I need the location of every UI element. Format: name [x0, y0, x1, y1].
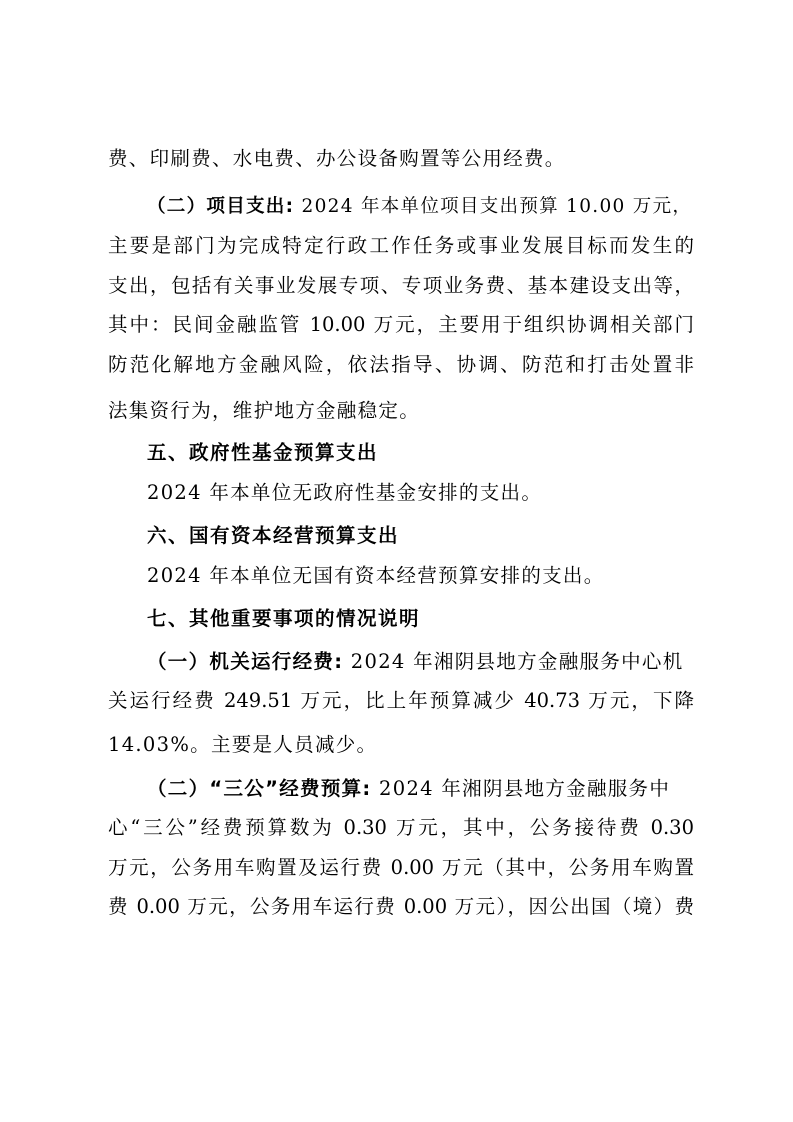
paragraph-line: 关运行经费 249.51 万元，比上年预算减少 40.73 万元，下降 — [108, 689, 694, 712]
paragraph-line — [147, 647, 694, 677]
paragraph-line — [147, 192, 694, 222]
paragraph-text: 2024 年湘阴县地方金融服务中心机 — [343, 650, 684, 673]
section-heading: 六、国有资本经营预算支出 — [147, 524, 400, 547]
paragraph-line: 费 0.00 万元，公务用车运行费 0.00 万元），因公出国（境）费 — [108, 895, 694, 918]
item-label: （二）项目支出: — [147, 196, 295, 217]
paragraph-line: 2024 年本单位无政府性基金安排的支出。 — [147, 481, 543, 504]
paragraph-line: 14.03%。主要是人员减少。 — [108, 733, 378, 756]
paragraph-line: 万元，公务用车购置及运行费 0.00 万元（其中，公务用车购置 — [108, 856, 694, 879]
paragraph-line: 心“三公”经费预算数为 0.30 万元，其中，公务接待费 0.30 — [108, 816, 694, 839]
item-label: （二）“三公”经费预算: — [147, 777, 372, 800]
paragraph-line: 主要是部门为完成特定行政工作任务或事业发展目标而发生的 — [108, 234, 694, 257]
paragraph-line: 2024 年本单位无国有资本经营预算安排的支出。 — [147, 564, 605, 587]
section-heading: 七、其他重要事项的情况说明 — [147, 607, 421, 630]
item-label: （一）机关运行经费: — [147, 650, 344, 673]
paragraph-line: 费、印刷费、水电费、办公设备购置等公用经费。 — [108, 147, 566, 170]
paragraph-line — [147, 774, 694, 804]
paragraph-line: 支出，包括有关事业发展专项、专项业务费、基本建设支出等， — [108, 274, 694, 297]
paragraph-line: 防范化解地方金融风险，依法指导、协调、防范和打击处置非 — [108, 353, 694, 376]
section-heading: 五、政府性基金预算支出 — [147, 441, 379, 464]
paragraph-line: 法集资行为，维护地方金融稳定。 — [108, 399, 421, 422]
paragraph-text: 2024 年本单位项目支出预算 10.00 万元， — [294, 196, 693, 217]
paragraph-text: 2024 年湘阴县地方金融服务中 — [371, 777, 671, 800]
paragraph-line: 其中：民间金融监管 10.00 万元，主要用于组织协调相关部门 — [108, 313, 694, 336]
